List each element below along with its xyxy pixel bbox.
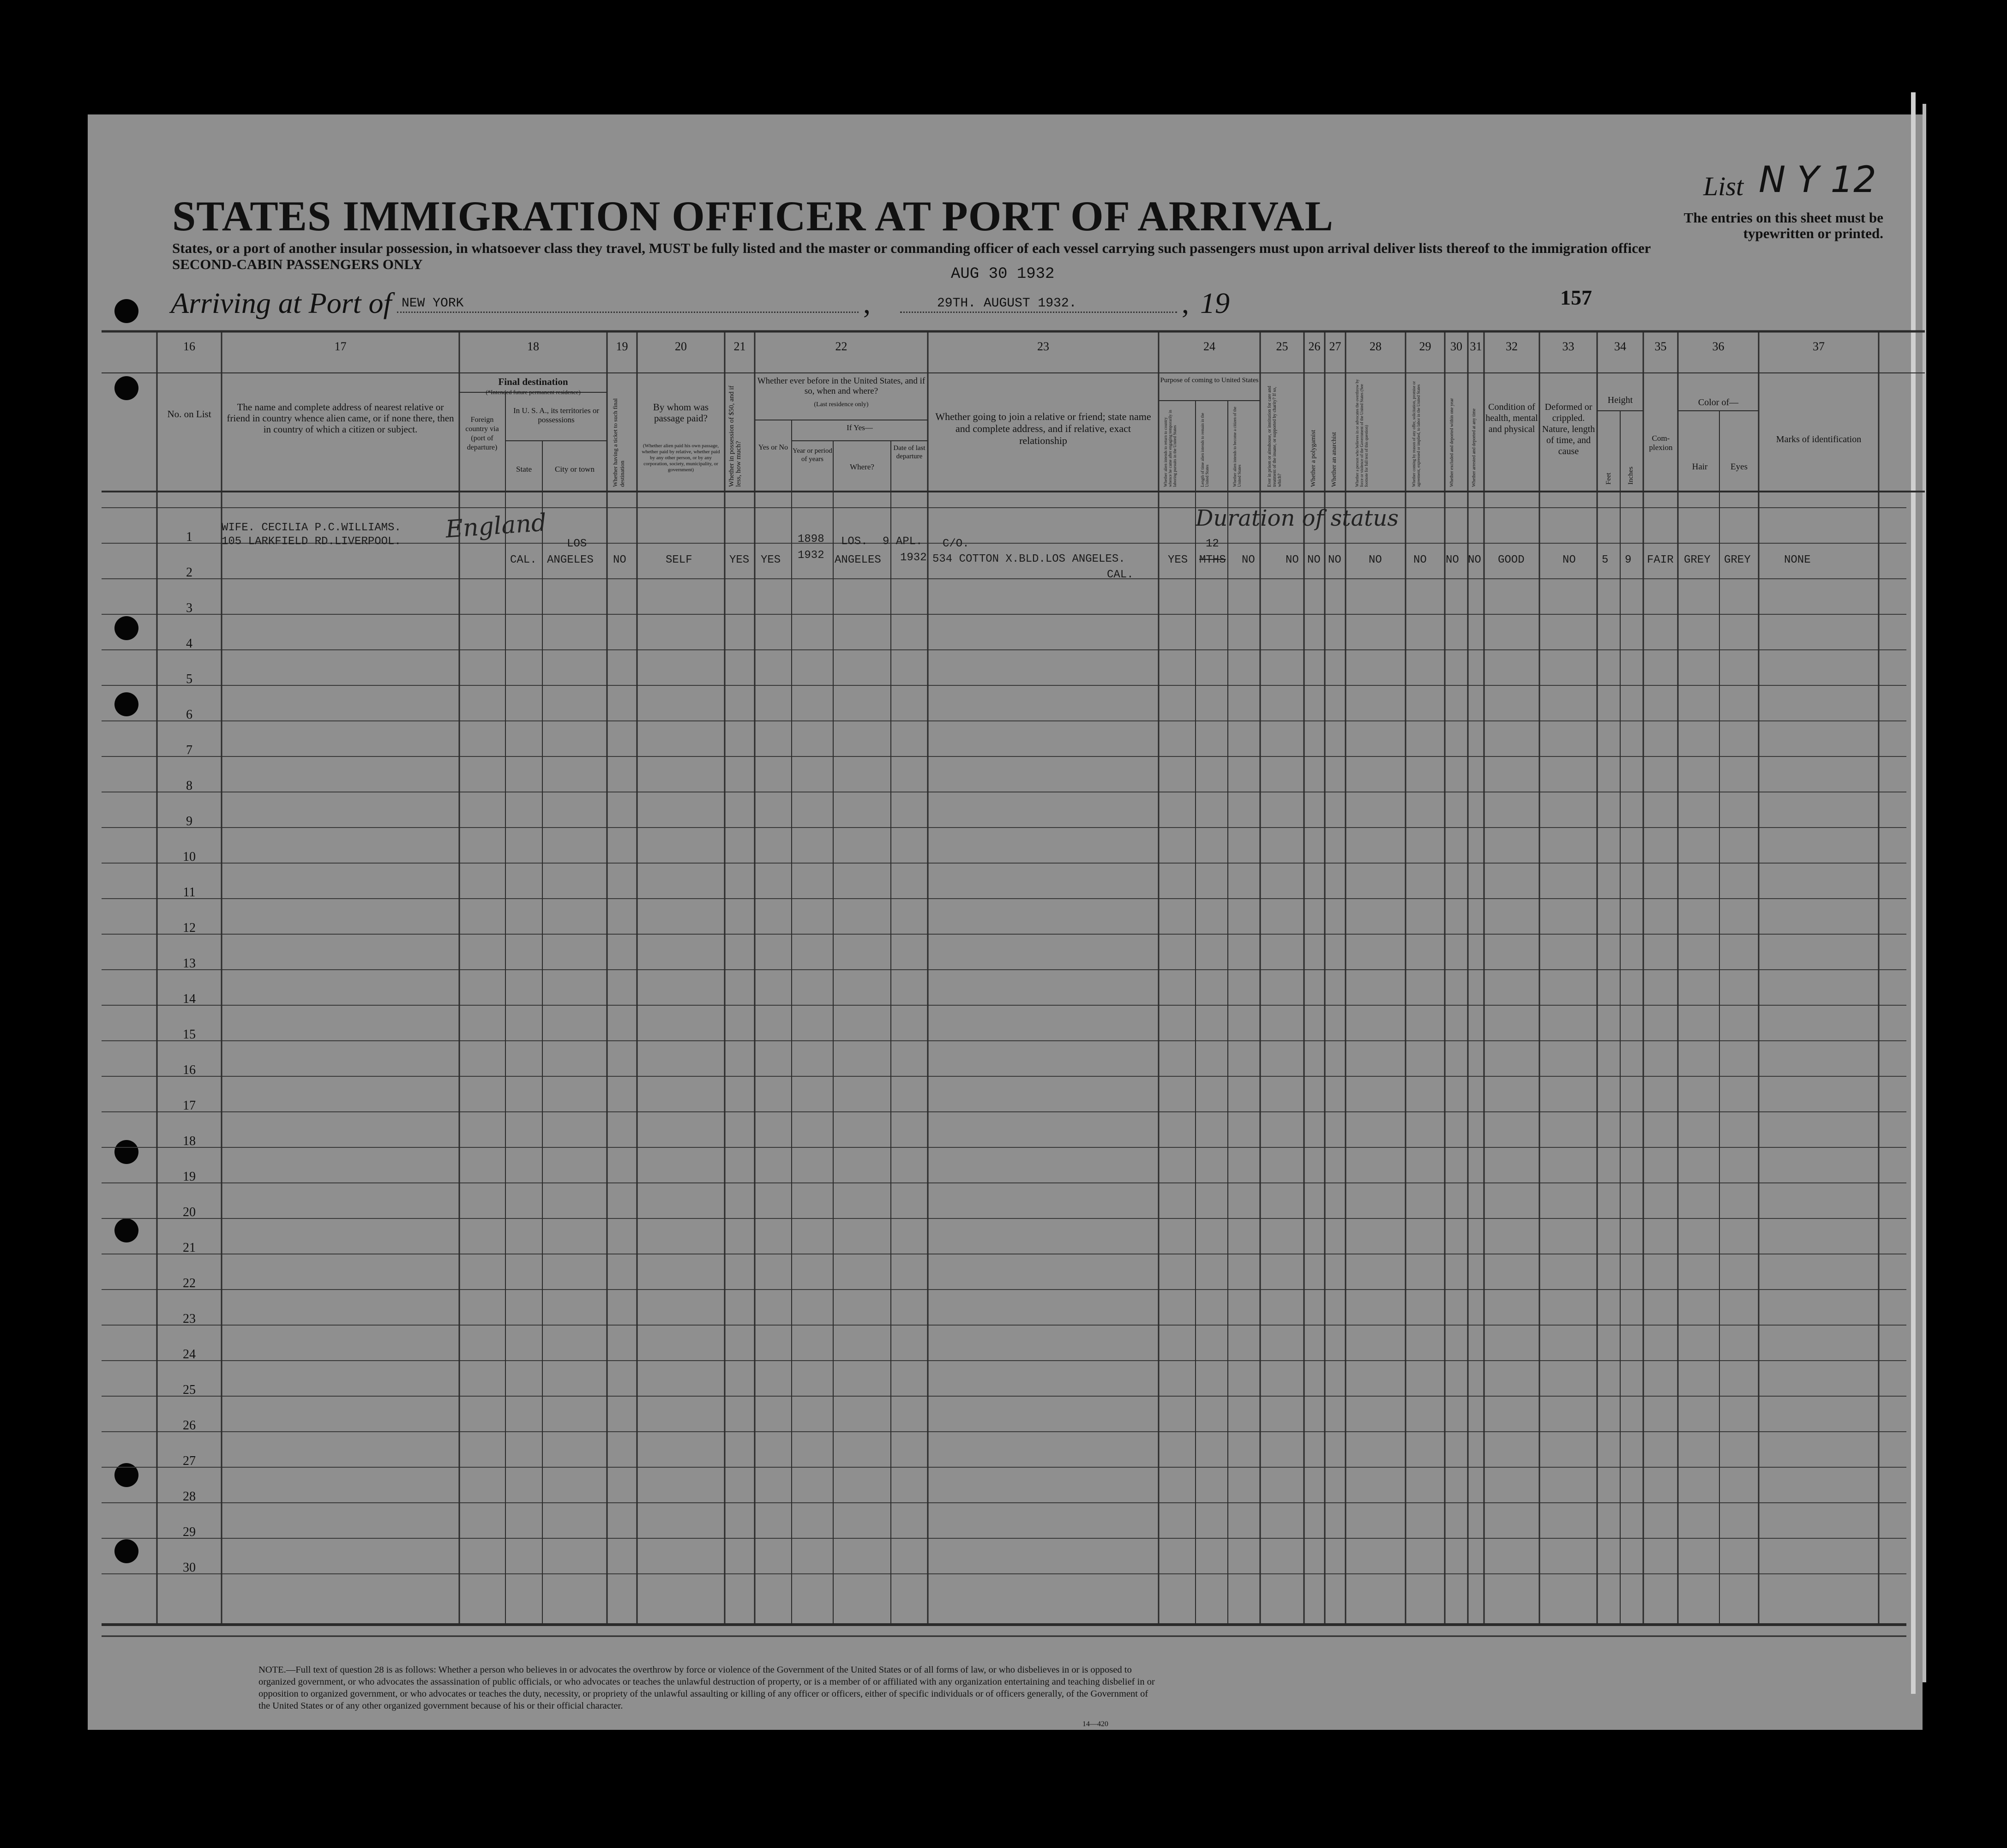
header-joining-relative: Whether going to join a relative or friend; state name and complete address, and if relative, exact relationship	[935, 411, 1151, 446]
header-arrested: Whether arrested and deported at any time	[1472, 408, 1477, 487]
form-title: STATES IMMIGRATION OFFICER AT PORT OF ARRIVAL	[172, 192, 1334, 240]
header-polygamist: Whether a polygamist	[1310, 430, 1317, 487]
entry-marks: NONE	[1784, 554, 1811, 566]
row-number: 9	[186, 814, 192, 828]
row-number: 7	[186, 743, 192, 757]
header-overthrow: Whether a person who believes in or advocates the overthrow by force or violence of the Government of the United States (See footnote for full text of this question)	[1355, 379, 1369, 487]
row-number: 14	[183, 992, 196, 1006]
column-number: 21	[733, 340, 746, 353]
header-relative-address: The name and complete address of nearest relative or friend in country whence alien came, or if none there, then in country of which a citizen or subject.	[227, 402, 454, 435]
header-date-departure: Date of last departure	[893, 444, 925, 460]
row-number: 27	[183, 1454, 196, 1468]
column-number: 18	[527, 340, 539, 353]
row-number: 15	[183, 1027, 196, 1042]
entry-complexion: FAIR	[1647, 554, 1674, 566]
form-subtitle: States, or a port of another insular possession, in whatsoever class they travel, MUST be fully listed and the master or commanding officer of each vessel carrying such passengers must upon arrival deliver lists thereof to the immigration officer	[172, 240, 1651, 256]
header-deformed: Deformed or crippled. Nature, length of time, and cause	[1542, 402, 1595, 456]
entry-excluded: NO	[1446, 554, 1459, 566]
column-number: 16	[183, 340, 195, 353]
header-final-destination-note: (*Intended future permanent residence)	[486, 389, 581, 396]
header-year-period: Year or period of years	[793, 447, 832, 463]
header-before-in-us: Whether ever before in the United States, and if so, when and where?	[757, 376, 925, 396]
row-number: 30	[183, 1560, 196, 1575]
header-eyes: Eyes	[1731, 462, 1748, 472]
column-number: 25	[1276, 340, 1288, 353]
header-in-usa: In U. S. A., its territories or possessions	[513, 406, 600, 424]
entry-length-unit: MTHS	[1199, 554, 1226, 566]
column-number: 22	[835, 340, 847, 353]
form-number: 14—420	[1082, 1720, 1108, 1728]
date-stamp: AUG 30 1932	[951, 265, 1055, 283]
entry-hair: GREY	[1684, 554, 1711, 566]
column-number: 35	[1654, 340, 1667, 353]
entry-feet: 5	[1602, 554, 1609, 566]
row-number: 21	[183, 1241, 196, 1255]
entry-intend-return: YES	[1168, 554, 1188, 566]
column-number: 34	[1614, 340, 1626, 353]
header-offer-labor: Whether coming by reason of any offer, solicitation, promise or agreement, expressed or implied, to labor in the United States	[1412, 381, 1421, 487]
footnote: NOTE.—Full text of question 28 is as follows: Whether a person who believes in or advocates the overthrow by force or violence of the Government of the United States or of all forms of law, or who disbelieves in or is opposed to organized government, or who advocates the assassination of public officials, or who advocates or teaches the unlawful destruction of property, or is a member of or affiliated with any organization entertaining and teaching disbelief in or opposition to organized government, or who advocates or teaches the duty, necessity, or propriety of the unlawful assaulting or killing of any officer or officers, either of specific individuals or of officers generally, of the Government of the United States or of any other organized government because of his or their official character.	[258, 1665, 1155, 1711]
entry-where-line1: LOS.	[841, 535, 868, 548]
row-number: 2	[186, 565, 192, 580]
header-passage-paid: By whom was passage paid?	[653, 402, 709, 424]
row-number: 25	[183, 1383, 196, 1397]
entry-relative-line1: WIFE. CECILIA P.C.WILLIAMS.	[222, 522, 401, 534]
entry-relative-line2: 105 LARKFIELD RD.LIVERPOOL.	[222, 535, 401, 548]
column-number: 37	[1813, 340, 1825, 353]
column-number: 26	[1308, 340, 1321, 353]
row-number: 19	[183, 1170, 196, 1184]
row-number: 4	[186, 636, 192, 651]
passenger-class: SECOND-CABIN PASSENGERS ONLY	[172, 256, 423, 272]
header-ticket: Whether having a ticket to such final destination	[612, 398, 625, 487]
arrival-date: 29TH. AUGUST 1932.	[937, 296, 1077, 311]
row-number: 18	[183, 1134, 196, 1148]
header-if-yes: If Yes—	[847, 423, 873, 432]
entry-become-citizen: NO	[1242, 554, 1255, 566]
entry-duration-handwritten: Duration of status	[1196, 505, 1399, 531]
row-number: 5	[186, 672, 192, 686]
separator: ,	[863, 287, 871, 319]
column-number: 27	[1329, 340, 1341, 353]
header-complexion: Com-plexion	[1649, 434, 1673, 452]
header-excluded: Whether excluded and deported within one year	[1449, 398, 1454, 487]
entry-ticket: NO	[613, 554, 626, 566]
entry-overthrow: NO	[1369, 554, 1382, 566]
header-no-on-list: No. on List	[167, 408, 211, 420]
entry-years-line1: 1898	[798, 533, 824, 546]
entry-offer-labor: NO	[1413, 554, 1427, 566]
row-number: 16	[183, 1063, 196, 1077]
header-foreign-country: Foreign country via (port of departure)	[465, 416, 499, 451]
column-number: 17	[334, 340, 347, 353]
row-number: 12	[183, 921, 196, 935]
separator: ,	[1182, 287, 1189, 319]
entry-deformed: NO	[1562, 554, 1576, 566]
list-label: List	[1703, 171, 1744, 201]
entry-before-us: YES	[761, 554, 781, 566]
row-number: 29	[183, 1525, 196, 1539]
header-passage-paid-note: (Whether alien paid his own passage, whether paid by relative, whether paid by any other person, or by any corporation, society, municipality, or government)	[642, 443, 720, 473]
column-number: 29	[1419, 340, 1431, 353]
row-number: 23	[183, 1312, 196, 1326]
column-number: 24	[1203, 340, 1215, 353]
column-number: 28	[1370, 340, 1382, 353]
header-intend-return: Whether alien intends to return to country whence he came after engaging temporarily in laboring pursuits in the United States	[1163, 410, 1177, 487]
header-state: State	[516, 465, 532, 474]
entry-arrested: NO	[1468, 554, 1481, 566]
header-inches: Inches	[1627, 466, 1634, 485]
column-number: 31	[1470, 340, 1482, 353]
entry-state: CAL.	[510, 554, 537, 566]
header-become-citizen: Whether alien intends to become a citizen of the United States	[1232, 407, 1242, 487]
header-yes-no: Yes or No	[758, 444, 788, 451]
entry-date-last-line1: 9 APL.	[883, 535, 923, 548]
header-prison: Ever in prison or almshouse, or institution for care and treatment of the insane, or supported by charity? If so, which?	[1267, 386, 1282, 487]
row-number: 28	[183, 1489, 196, 1504]
entries-note: The entries on this sheet must be typewritten or printed.	[1683, 210, 1883, 241]
entry-fifty-dollars: YES	[729, 554, 750, 566]
arriving-label: Arriving at Port of	[171, 287, 392, 319]
row-number: 1	[186, 530, 192, 544]
header-where: Where?	[850, 462, 874, 471]
row-number: 10	[183, 850, 196, 864]
entry-length-of-time: 12	[1206, 538, 1219, 550]
column-number: 36	[1712, 340, 1725, 353]
sheet-number: 157	[1560, 286, 1592, 309]
column-number: 20	[675, 340, 687, 353]
row-number: 17	[183, 1098, 196, 1113]
row-number: 24	[183, 1347, 196, 1362]
entry-date-last-line2: 1932	[900, 552, 927, 564]
header-marks: Marks of identification	[1776, 434, 1862, 444]
header-fifty-dollars: Whether in possession of $50, and if less, how much?	[728, 385, 742, 487]
entry-eyes: GREY	[1724, 554, 1751, 566]
entry-joining-line1: C/O.	[943, 538, 969, 550]
header-hair: Hair	[1692, 462, 1708, 472]
column-number: 23	[1037, 340, 1049, 353]
entry-passage-paid: SELF	[666, 554, 692, 566]
header-color-of: Color of—	[1698, 397, 1739, 408]
entry-joining-line2: 534 COTTON X.BLD.LOS ANGELES.	[932, 553, 1125, 565]
header-feet: Feet	[1605, 473, 1612, 485]
row-number: 3	[186, 601, 192, 615]
row-number: 11	[183, 885, 196, 900]
header-length-of-stay: Length of time alien intends to remain in the United States	[1200, 413, 1209, 487]
row-number: 13	[183, 956, 196, 971]
row-number: 6	[186, 708, 192, 722]
entry-foreign-country: England	[445, 509, 547, 544]
entry-joining-line3: CAL.	[1107, 569, 1134, 581]
entry-inches: 9	[1625, 554, 1632, 566]
year-label: 19	[1200, 287, 1230, 319]
row-number: 8	[186, 779, 192, 793]
column-number: 30	[1450, 340, 1462, 353]
column-number: 19	[616, 340, 628, 353]
column-number: 33	[1562, 340, 1574, 353]
entry-city-line1: LOS	[567, 538, 587, 550]
header-health: Condition of health, mental and physical	[1485, 402, 1538, 434]
entry-city-line2: ANGELES	[547, 554, 594, 566]
column-number: 32	[1506, 340, 1518, 353]
entry-years-line2: 1932	[798, 549, 824, 562]
list-number: N Y 12	[1759, 159, 1876, 201]
entry-health: GOOD	[1498, 554, 1525, 566]
header-before-in-us-note: (Last residence only)	[814, 401, 869, 408]
arrival-port: NEW YORK	[402, 296, 464, 311]
entry-where-line2: ANGELES	[835, 554, 881, 566]
header-city: City or town	[555, 465, 595, 474]
row-number: 26	[183, 1418, 196, 1433]
entry-polygamist: NO	[1307, 554, 1321, 566]
header-purpose: Purpose of coming to United States	[1160, 377, 1259, 384]
row-number: 22	[183, 1276, 196, 1290]
entry-prison: NO	[1286, 554, 1299, 566]
entry-anarchist: NO	[1328, 554, 1341, 566]
header-height: Height	[1607, 395, 1633, 405]
header-anarchist: Whether an anarchist	[1331, 432, 1338, 487]
row-number: 20	[183, 1205, 196, 1219]
header-final-destination: Final destination	[498, 376, 568, 387]
